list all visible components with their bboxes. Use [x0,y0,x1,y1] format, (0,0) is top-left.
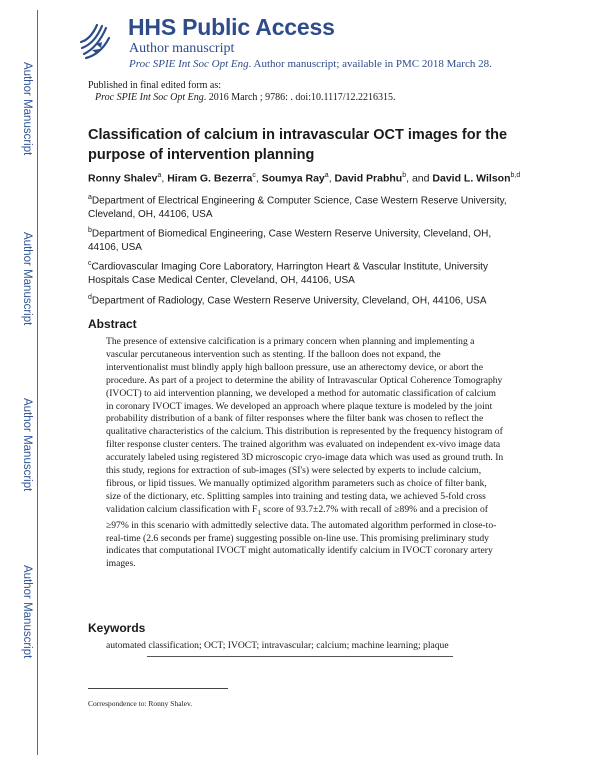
affiliation-text: Department of Biomedical Engineering, Case Western Reserve University, Cleveland, OH, 44106, USA [88,228,492,254]
affiliation-sup: b [88,227,92,234]
correspondence-footnote: Correspondence to: Ronny Shalev. [88,699,193,708]
abstract-text-part1: The presence of extensive calcification is a primary concern when planning and implementing a vascular percutaneous intervention such as stenting. If the balloon does not expand, the interventionalist must blindly apply high balloon pressure, use an atherectomy device, or abort the procedure. As part of a project to determine the ability of Intravascular Optical Coherence Tomography (IVOCT) to aid intervention planning, we developed a method for automatic classification of calcium in coronary IVOCT images. We developed an approach where plaque texture is modeled by the joint probability distribution of a bank of filter responses where the filter bank was chosen to reflect the qualitative characteristics of the calcium. This distribution is represented by the frequency histogram of filter response cluster centers. The trained algorithm was evaluated on independent ex-vivo image data accurately labeled using registered 3D microscopic cryo-image data which was used as ground truth. In this study, regions for extraction of sub-images (SI's) were selected by experts to include calcium, fibrous, or lipid tissues. We manually optimized algorithm parameters such as choice of filter bank, size of the dictionary, etc. Splitting samples into training and testing data, we achieved 5-fold cross validation calcium classification with F [106,336,504,515]
affiliation-sup: c [88,260,92,267]
keywords-list: automated classification; OCT; IVOCT; intravascular; calcium; machine learning; plaque [106,640,449,651]
journal-availability-line [129,58,492,70]
author-separator: , and [406,172,433,185]
affiliation-text: Cardiovascular Imaging Core Laboratory, Harrington Heart & Vascular Institute, University Hospitals Case Medical Center, Cleveland, OH, 44106, USA [88,261,488,287]
author-name: Soumya Ray [261,172,325,185]
citation-journal: Proc SPIE Int Soc Opt Eng [95,92,204,103]
affiliation-text: Department of Radiology, Case Western Reserve University, Cleveland, OH, 44106, USA [91,295,487,307]
sidebar-label-3: Author Manuscript [21,398,33,492]
author-name: David Prabhu [334,172,403,185]
sidebar-label-1: Author Manuscript [21,62,33,156]
abstract-subscript: 1 [257,508,261,517]
sidebar-label-4: Author Manuscript [21,565,33,659]
author-separator: , [161,172,168,185]
affiliation-text: Department of Electrical Engineering & Computer Science, Case Western Reserve University, Cleveland, OH, 44106, USA [88,195,507,221]
hhs-eagle-logo-icon [78,20,112,60]
affiliation-b [88,224,508,255]
author-affil-sup: b,d [510,172,521,179]
author-separator: , [328,172,335,185]
author-name: Hiram G. Bezerra [167,172,253,185]
author-manuscript-subtitle: Author manuscript [129,41,235,56]
affiliation-d [88,291,508,308]
author-affil-sup: b [402,172,407,179]
author-affil-sup: a [324,172,329,179]
affiliation-sup: d [88,294,92,301]
keywords-heading: Keywords [88,621,146,635]
author-affil-sup: c [252,172,256,179]
hhs-public-access-title: HHS Public Access [128,14,335,40]
citation-details: . 2016 March ; 9786: . doi:10.1117/12.2216315. [203,92,396,103]
author-name: Ronny Shalev [88,172,158,185]
footnote-divider [88,688,228,689]
journal-abbrev: Proc SPIE Int Soc Opt Eng [129,58,249,70]
abstract-text-part2: score of 93.7±2.7% with recall of ≥89% and a precision of ≥97% in this scenario with admittedly selective data. The automated algorithm performed in close-to-real-time (2.6 seconds per frame) suggesting possible on-line use. This promising preliminary study indicates that computational IVOCT might automatically identify calcium in IVOCT coronary artery images. [106,503,497,570]
affiliation-sup: a [88,194,92,201]
abstract-heading: Abstract [88,317,137,331]
published-label: Published in final edited form as: [88,80,222,91]
abstract-body [106,336,504,571]
author-list [88,172,520,185]
affiliation-a [88,191,508,222]
paper-title: Classification of calcium in intravascular OCT images for the purpose of intervention planning [88,127,508,163]
author-name: David L. Wilson [432,172,511,185]
keywords-divider [147,656,453,657]
author-separator: , [255,172,262,185]
affiliation-c [88,257,508,288]
sidebar-label-2: Author Manuscript [21,232,33,326]
availability-text: . Author manuscript; available in PMC 2018 March 28. [248,58,492,70]
publication-citation [95,92,396,103]
sidebar-divider [37,10,38,755]
author-affil-sup: a [157,172,162,179]
